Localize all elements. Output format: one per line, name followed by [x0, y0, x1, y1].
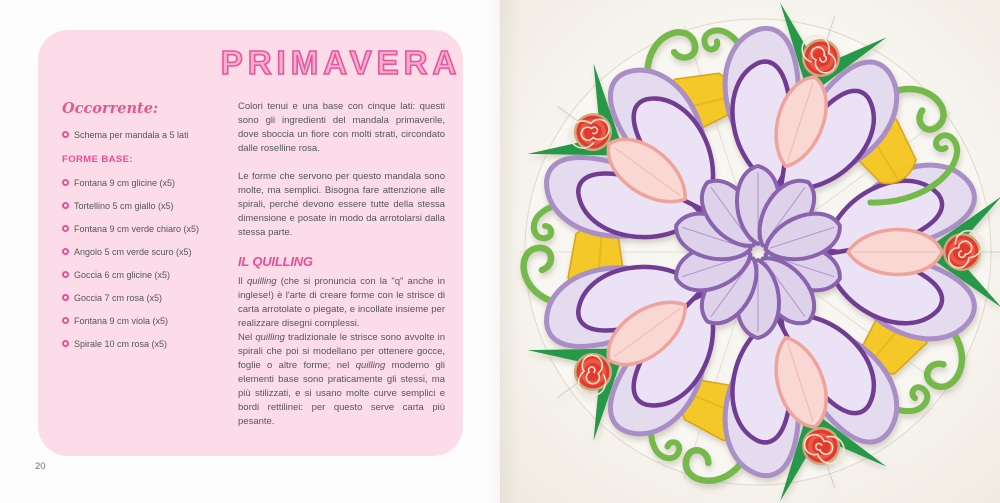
- card-columns: [62, 100, 445, 429]
- materials-item-label: Fontana 9 cm glicine (x5): [74, 178, 176, 188]
- materials-item-label: Tortellino 5 cm giallo (x5): [74, 201, 174, 211]
- flower-bullet-icon: [62, 225, 69, 232]
- materials-list-item: [62, 339, 238, 349]
- flower-bullet-icon: [62, 294, 69, 301]
- materials-list: [62, 178, 238, 349]
- flower-bullet-icon: [62, 248, 69, 255]
- materials-item-label: Fontana 9 cm verde chiaro (x5): [74, 224, 200, 234]
- materials-item-label: Fontana 9 cm viola (x5): [74, 316, 169, 326]
- page-number: 20: [35, 461, 46, 472]
- materials-list-item: [62, 201, 238, 211]
- materials-list-item: [62, 270, 238, 280]
- materials-list-item: [62, 247, 238, 257]
- materials-intro-label: Schema per mandala a 5 lati: [74, 130, 189, 140]
- materials-item-label: Spirale 10 cm rosa (x5): [74, 339, 168, 349]
- materials-item-label: Goccia 7 cm rosa (x5): [74, 293, 163, 303]
- materials-item-label: Angolo 5 cm verde scuro (x5): [74, 247, 192, 257]
- intro-paragraph-2: Le forme che servono per questo mandala sono molte, ma semplici. Bisogna fare attenzione alle spirali, perché devono essere tutte della stessa dimensione e posate in modo da arrotolarsi dalla stessa parte.: [238, 171, 445, 238]
- page-title: PRIMAVERA: [220, 44, 462, 81]
- flower-bullet-icon: [62, 179, 69, 186]
- materials-list-item: [62, 316, 238, 326]
- quilling-mandala-photo: [500, 0, 1000, 503]
- forme-base-heading: FORME BASE:: [62, 154, 133, 165]
- pink-info-card: [38, 30, 463, 456]
- materials-intro-item: [62, 130, 238, 140]
- right-page-photo: [500, 0, 1000, 503]
- flower-bullet-icon: [62, 317, 69, 324]
- materials-heading: Occorrente:: [62, 100, 159, 117]
- intro-paragraph-1: Colori tenui e una base con cinque lati: questi sono gli ingredienti del mandala primaverile, dove sboccia un fiore con molti strati, circondato dalle roselline rosa.: [238, 101, 445, 154]
- text-column: [238, 100, 445, 429]
- flower-bullet-icon: [62, 131, 69, 138]
- quilling-paragraph-1: Il quilling (che si pronuncia con la "q" anche in inglese!) è l'arte di creare forme con le strisce di carta arrotolate o piegate, e incollate insieme per realizzare disegni complessi.: [238, 276, 446, 329]
- materials-list-item: [62, 178, 238, 188]
- materials-list-item: [62, 224, 238, 234]
- materials-list-item: [62, 293, 238, 303]
- materials-column: [62, 100, 238, 429]
- flower-bullet-icon: [62, 271, 69, 278]
- materials-item-label: Goccia 6 cm glicine (x5): [74, 270, 171, 280]
- mandala-root: [500, 0, 1000, 503]
- quilling-section-heading: IL QUILLING: [238, 254, 313, 269]
- flower-bullet-icon: [62, 202, 69, 209]
- flower-bullet-icon: [62, 340, 69, 347]
- quilling-paragraph-2: Nel quilling tradizionale le strisce sono avvolte in spirali che poi si modellano per ottenere gocce, foglie o altre forme; nel quilling moderno gli elementi base sono praticamente gli stessi, ma più stilizzati, e si usano molte curve semplici e bordi rettilinei: per questo serve carta più pesante.: [238, 332, 446, 427]
